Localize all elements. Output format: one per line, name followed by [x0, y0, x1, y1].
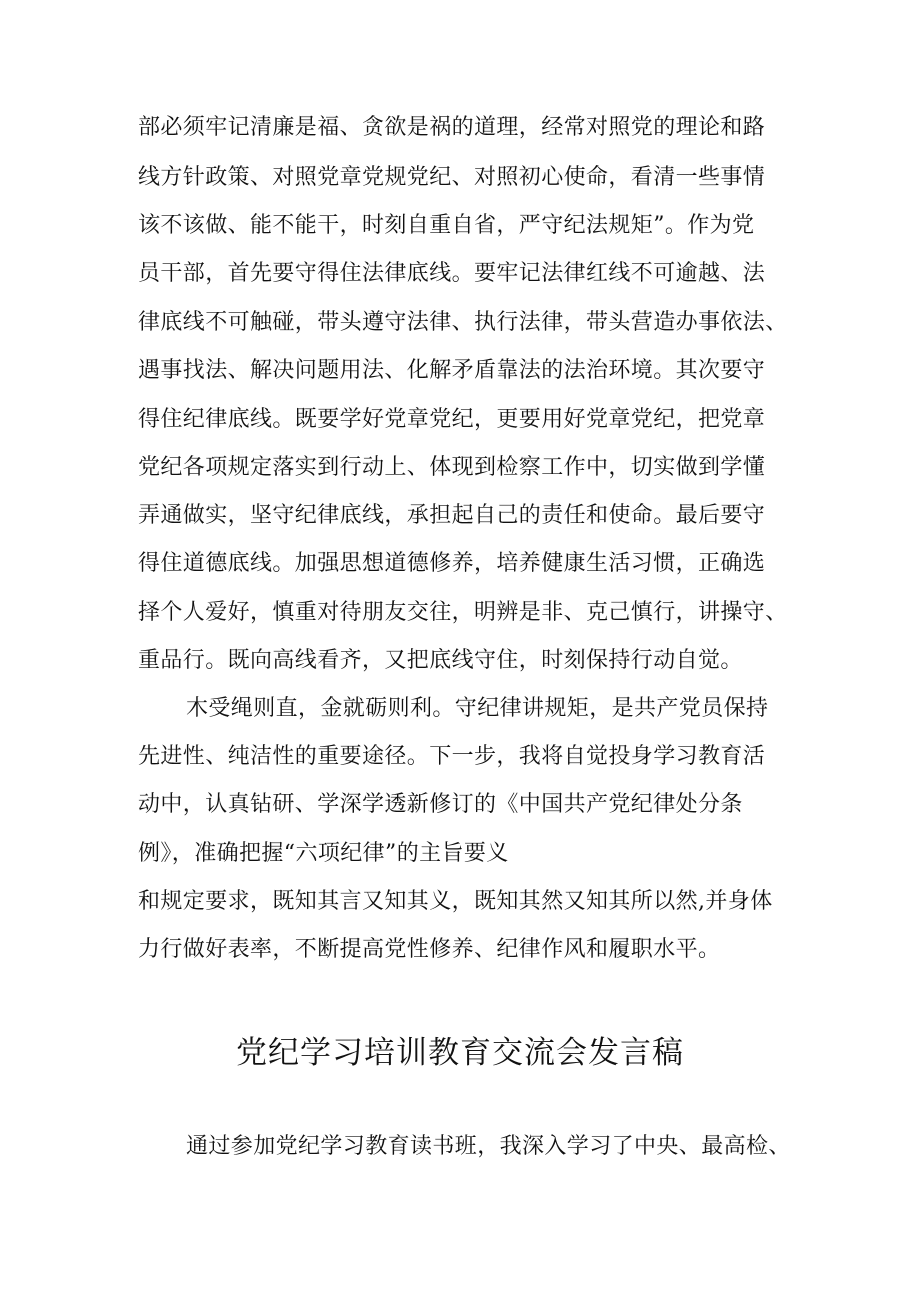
paragraph-1-line-3: 该不该做、能不能干，时刻自重自省，严守纪法规矩”。作为党 — [138, 213, 755, 238]
paragraph-1-line-11: 择个人爱好，慎重对待朋友交往，明辨是非、克己慎行，讲操守、 — [138, 600, 788, 625]
paragraph-1-line-2: 线方针政策、对照党章党规党纪、对照初心使命，看清一些事情 — [138, 165, 766, 190]
paragraph-1-line-12: 重品行。既向高线看齐，又把底线守住，时刻保持行动自觉。 — [138, 648, 743, 673]
paragraph-2-line-4: 例》，准确把握“六项纪律”的主旨要义 — [138, 841, 509, 866]
paragraph-1-line-8: 党纪各项规定落实到行动上、体现到检察工作中，切实做到学懂 — [138, 455, 766, 480]
paragraph-1-line-1: 部必须牢记清廉是福、贪欲是祸的道理，经常对照党的理论和路 — [138, 115, 766, 140]
paragraph-2-line-5: 和规定要求，既知其言又知其义，既知其然又知其所以然,并身体 — [138, 889, 773, 914]
paragraph-1-line-5: 律底线不可触碰，带头遵守法律、执行法律，带头营造办事依法、 — [138, 310, 788, 335]
paragraph-1-line-4: 员干部，首先要守得住法律底线。要牢记法律红线不可逾越、法 — [138, 261, 766, 286]
paragraph-3-line-1: 通过参加党纪学习教育读书班，我深入学习了中央、最高检、 — [186, 1134, 791, 1159]
section-heading: 党纪学习培训教育交流会发言稿 — [236, 1035, 684, 1071]
paragraph-2-line-1: 木受绳则直，金就砺则利。守纪律讲规矩，是共产党员保持 — [186, 696, 769, 721]
paragraph-2-line-3: 动中，认真钻研、学深学透新修订的《中国共产党纪律处分条 — [138, 792, 743, 817]
paragraph-1-line-9: 弄通做实，坚守纪律底线，承担起自己的责任和使命。最后要守 — [138, 503, 766, 528]
paragraph-1-line-7: 得住纪律底线。既要学好党章党纪，更要用好党章党纪，把党章 — [138, 407, 766, 432]
paragraph-1-line-6: 遇事找法、解决问题用法、化解矛盾靠法的法治环境。其次要守 — [138, 358, 766, 383]
paragraph-2-line-6: 力行做好表率，不断提高党性修养、纪律作风和履职水平。 — [138, 937, 721, 962]
paragraph-2-line-2: 先进性、纯洁性的重要途径。下一步，我将自觉投身学习教育活 — [138, 744, 766, 769]
paragraph-1-line-10: 得住道德底线。加强思想道德修养，培养健康生活习惯，正确选 — [138, 551, 766, 576]
